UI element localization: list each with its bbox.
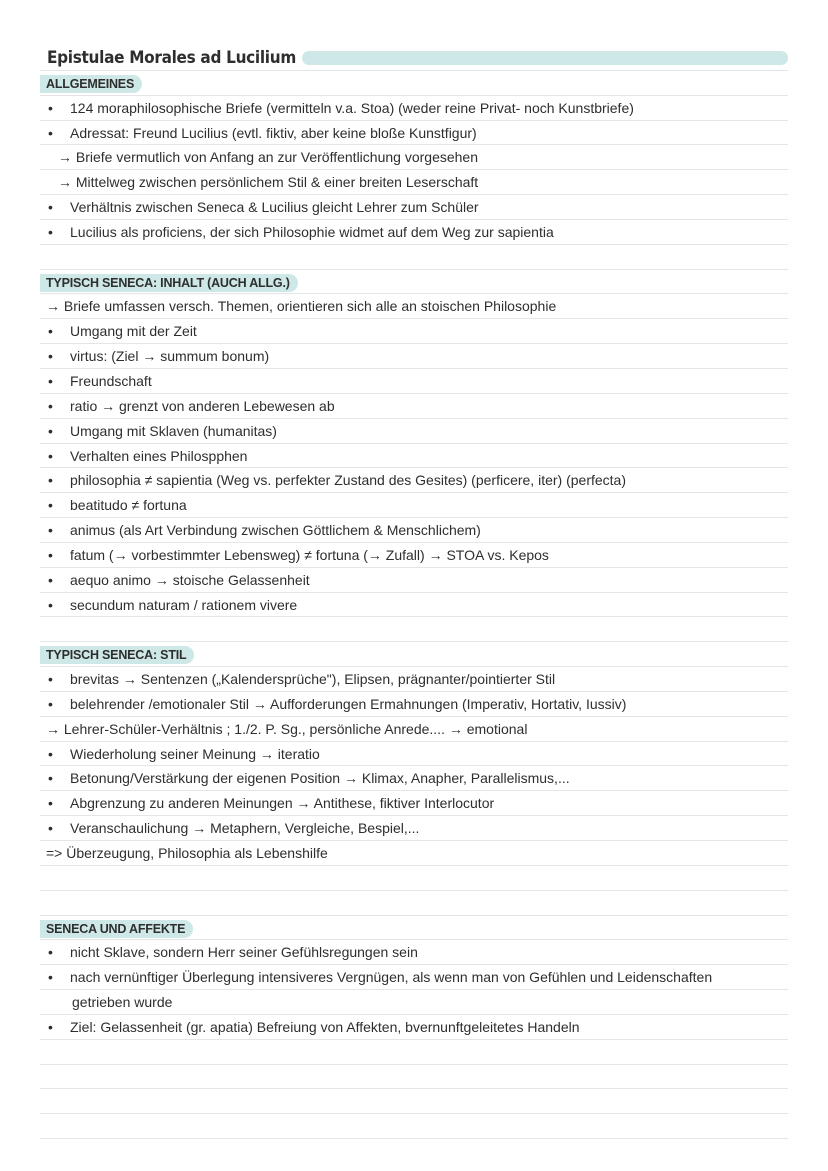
note-text: secundum naturam / rationem vivere	[70, 596, 298, 613]
section-heading	[40, 270, 788, 295]
note-line	[40, 568, 788, 593]
note-line	[40, 990, 788, 1015]
note-text: → Briefe umfassen versch. Themen, orientieren sich alle an stoischen Philosophie	[46, 298, 557, 315]
note-line	[40, 319, 788, 344]
note-text: Lucilius als proficiens, der sich Philosophie widmet auf dem Weg zur sapientia	[70, 223, 554, 240]
note-line	[40, 1015, 788, 1040]
note-text: => Überzeugung, Philosophia als Lebenshilfe	[46, 845, 328, 861]
note-text: belehrender /emotionaler Stil → Aufforderungen Ermahnungen (Imperativ, Hortativ, Iussiv)	[70, 695, 627, 712]
blank-ruled-line	[40, 1065, 788, 1090]
bullet-icon: •	[48, 571, 53, 588]
note-line	[40, 667, 788, 692]
note-text: Veranschaulichung → Metaphern, Vergleiche, Bespiel,...	[70, 820, 420, 837]
section-heading-label: TYPISCH SENECA: INHALT (AUCH ALLG.)	[40, 274, 298, 292]
bullet-icon: •	[48, 820, 53, 837]
note-line	[40, 294, 788, 319]
section-heading	[40, 916, 788, 941]
note-text: virtus: (Ziel → summum bonum)	[70, 348, 270, 365]
note-line	[40, 220, 788, 245]
note-text: → Briefe vermutlich von Anfang an zur Veröffentlichung vorgesehen	[58, 149, 478, 166]
bullet-icon: •	[48, 522, 53, 539]
blank-ruled-line	[40, 1089, 788, 1114]
note-line	[40, 518, 788, 543]
note-text: Abgrenzung zu anderen Meinungen → Antithese, fiktiver Interlocutor	[70, 795, 495, 812]
bullet-icon: •	[48, 223, 53, 240]
blank-ruled-line	[40, 866, 788, 891]
page-title: Epistulae Morales ad Lucilium	[47, 47, 296, 68]
bullet-icon: •	[48, 199, 53, 216]
bullet-icon: •	[48, 323, 53, 340]
section-heading-label: SENECA UND AFFEKTE	[40, 920, 193, 938]
page-title-row	[40, 46, 788, 71]
note-line	[40, 468, 788, 493]
note-line	[40, 444, 788, 469]
note-text: Freundschaft	[70, 372, 152, 389]
note-line	[40, 791, 788, 816]
note-line	[40, 766, 788, 791]
bullet-icon: •	[48, 745, 53, 762]
note-line	[40, 170, 788, 195]
note-text: brevitas → Sentenzen („Kalendersprüche"), Elipsen, prägnanter/pointierter Stil	[70, 671, 556, 688]
note-text: aequo animo → stoische Gelassenheit	[70, 571, 310, 588]
note-line	[40, 965, 788, 990]
note-text: philosophia ≠ sapientia (Weg vs. perfekter Zustand des Gesites) (perficere, iter) (perfecta)	[70, 472, 627, 489]
note-text: Verhältnis zwischen Seneca & Lucilius gleicht Lehrer zum Schüler	[70, 199, 479, 216]
note-text: Adressat: Freund Lucilius (evtl. fiktiv, aber keine bloße Kunstfigur)	[70, 124, 477, 141]
bullet-icon: •	[48, 348, 53, 365]
note-text: fatum (→ vorbestimmter Lebensweg) ≠ fortuna (→ Zufall) → STOA vs. Kepos	[70, 546, 549, 563]
note-line	[40, 493, 788, 518]
bullet-icon: •	[48, 795, 53, 812]
notes-page	[40, 46, 788, 1139]
blank-ruled-line	[40, 1040, 788, 1065]
note-line	[40, 692, 788, 717]
note-text: Wiederholung seiner Meinung → iteratio	[70, 745, 320, 762]
bullet-icon: •	[48, 969, 53, 986]
note-line	[40, 742, 788, 767]
note-text: Betonung/Verstärkung der eigenen Position → Klimax, Anapher, Parallelismus,...	[70, 770, 570, 787]
note-text: nicht Sklave, sondern Herr seiner Gefühlsregungen sein	[70, 944, 418, 961]
note-line	[40, 816, 788, 841]
note-line	[40, 145, 788, 170]
bullet-icon: •	[48, 695, 53, 712]
note-text: → Lehrer-Schüler-Verhältnis ; 1./2. P. Sg., persönliche Anrede.... → emotional	[46, 720, 528, 737]
note-line	[40, 96, 788, 121]
blank-ruled-line	[40, 245, 788, 270]
bullet-icon: •	[48, 372, 53, 389]
bullet-icon: •	[48, 497, 53, 514]
note-line	[40, 593, 788, 618]
note-text: Umgang mit der Zeit	[70, 323, 197, 340]
note-line	[40, 841, 788, 866]
blank-ruled-line	[40, 617, 788, 642]
note-text: beatitudo ≠ fortuna	[70, 497, 187, 514]
bullet-icon: •	[48, 1018, 53, 1035]
note-text: Ziel: Gelassenheit (gr. apatia) Befreiung von Affekten, bvernunftgeleitetes Handeln	[70, 1018, 580, 1035]
note-text: getrieben wurde	[72, 994, 173, 1011]
note-text: 124 moraphilosophische Briefe (vermitteln v.a. Stoa) (weder reine Privat- noch Kunstbriefe)	[70, 99, 634, 116]
note-line	[40, 717, 788, 742]
note-line	[40, 419, 788, 444]
note-text: → Mittelweg zwischen persönlichem Stil & einer breiten Leserschaft	[58, 174, 479, 191]
note-text: animus (als Art Verbindung zwischen Göttlichem & Menschlichem)	[70, 522, 481, 539]
blank-ruled-line	[40, 1114, 788, 1139]
bullet-icon: •	[48, 944, 53, 961]
bullet-icon: •	[48, 397, 53, 414]
section-heading-label: ALLGEMEINES	[40, 75, 142, 93]
section-heading-label: TYPISCH SENECA: STIL	[40, 646, 194, 664]
note-text: ratio → grenzt von anderen Lebewesen ab	[70, 397, 335, 414]
bullet-icon: •	[48, 472, 53, 489]
bullet-icon: •	[48, 124, 53, 141]
note-text: nach vernünftiger Überlegung intensiveres Vergnügen, als wenn man von Gefühlen und Leidenschaften	[70, 969, 713, 986]
note-line	[40, 369, 788, 394]
note-line	[40, 195, 788, 220]
section-heading	[40, 642, 788, 667]
note-line	[40, 344, 788, 369]
note-line	[40, 121, 788, 146]
bullet-icon: •	[48, 447, 53, 464]
note-text: Umgang mit Sklaven (humanitas)	[70, 422, 277, 439]
title-highlight-bar	[302, 51, 788, 65]
bullet-icon: •	[48, 546, 53, 563]
blank-ruled-line	[40, 891, 788, 916]
note-line	[40, 394, 788, 419]
bullet-icon: •	[48, 671, 53, 688]
bullet-icon: •	[48, 99, 53, 116]
bullet-icon: •	[48, 770, 53, 787]
note-line	[40, 543, 788, 568]
bullet-icon: •	[48, 422, 53, 439]
note-text: Verhalten eines Philospphen	[70, 447, 248, 464]
bullet-icon: •	[48, 596, 53, 613]
note-line	[40, 940, 788, 965]
section-heading	[40, 71, 788, 96]
